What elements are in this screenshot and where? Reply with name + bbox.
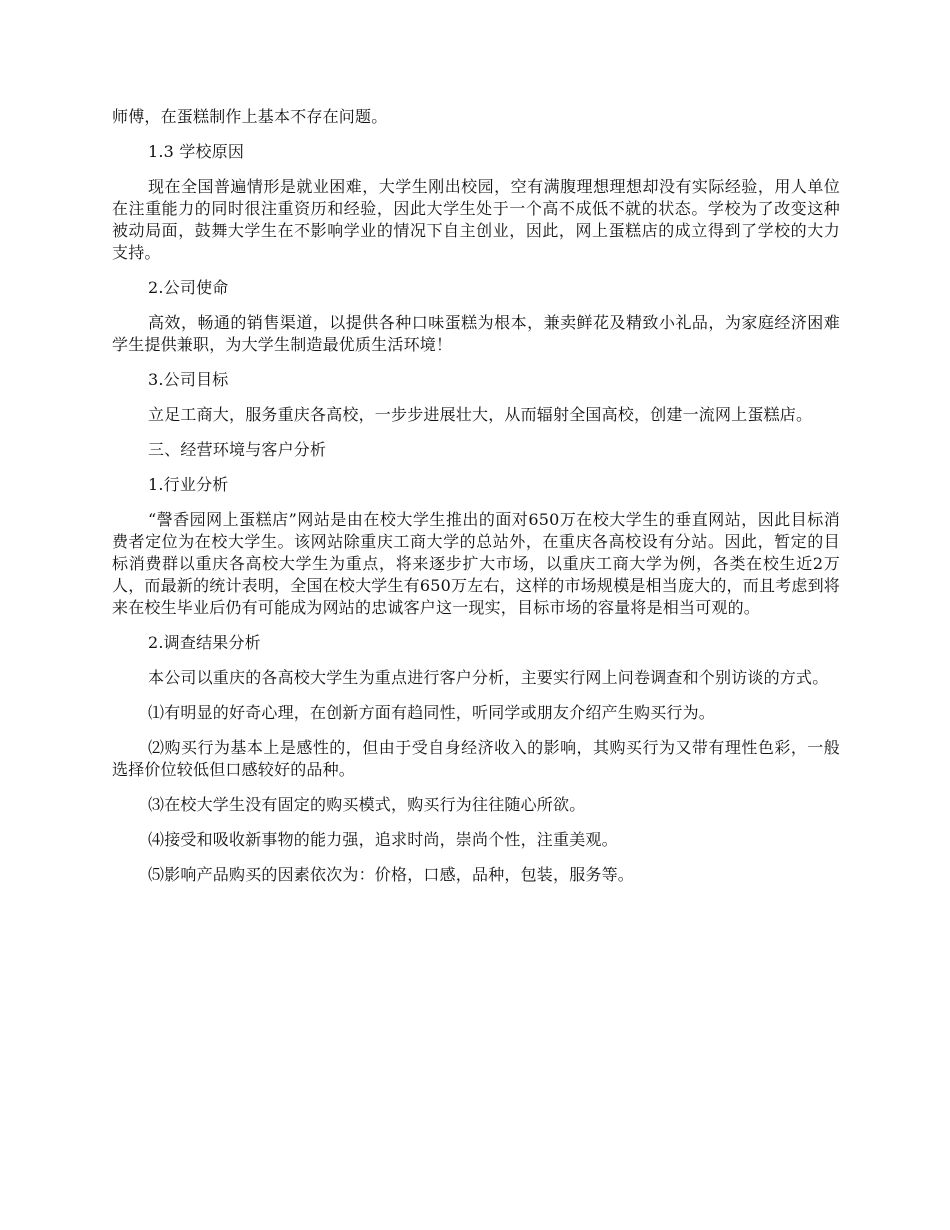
- list-item-survey-5: ⑸影响产品购买的因素依次为：价格，口感，品种，包装，服务等。: [148, 865, 635, 884]
- paragraph-survey-intro: 本公司以重庆的各高校大学生为重点进行客户分析，主要实行网上问卷调查和个别访谈的方式。: [148, 668, 829, 687]
- section-heading-company-mission: 2.公司使命: [148, 278, 229, 297]
- list-item-survey-4: ⑷接受和吸收新事物的能力强，追求时尚，崇尚个性，注重美观。: [148, 830, 618, 849]
- paragraph-school-reason: 现在全国普遍情形是就业困难，大学生刚出校园，空有满腹理想理想却没有实际经验，用人单位在注重能力的同时很注重资历和经验，因此大学生处于一个高不成低不就的状态。学校为了改变这种被动局面，鼓舞大学生在不影响学业的情况下自主创业，因此，网上蛋糕店的成立得到了学校的大力支持。: [112, 177, 840, 262]
- paragraph-company-mission: 高效，畅通的销售渠道，以提供各种口味蛋糕为根本，兼卖鲜花及精致小礼品，为家庭经济困难学生提供兼职，为大学生制造最优质生活环境！: [112, 313, 840, 354]
- paragraph-industry-analysis: “謦香园网上蛋糕店”网站是由在校大学生推出的面对650万在校大学生的垂直网站，因此目标消费者定位为在校大学生。该网站除重庆工商大学的总站外，在重庆各高校设有分站。因此，暂定的目标消费群以重庆各高校大学生为重点，将来逐步扩大市场，以重庆工商大学为例，各类在校生近2万人，而最新的统计表明，全国在校大学生有650万左右，这样的市场规模是相当庞大的，而且考虑到将来在校生毕业后仍有可能成为网站的忠诚客户这一现实，目标市场的容量将是相当可观的。: [112, 510, 840, 617]
- section-heading-company-goal: 3.公司目标: [148, 370, 229, 389]
- section-heading-survey-results: 2.调查结果分析: [148, 633, 261, 652]
- paragraph-continuation: 师傅，在蛋糕制作上基本不存在问题。: [112, 107, 388, 126]
- document-page: [112, 106, 840, 899]
- section-heading-industry-analysis: 1.行业分析: [148, 475, 229, 494]
- list-item-survey-1: ⑴有明显的好奇心理，在创新方面有趋同性，听同学或朋友介绍产生购买行为。: [148, 703, 716, 722]
- list-item-survey-2: ⑵购买行为基本上是感性的，但由于受自身经济收入的影响，其购买行为又带有理性色彩，一般选择价位较低但口感较好的品种。: [112, 738, 840, 779]
- chapter-heading-environment-analysis: 三、经营环境与客户分析: [148, 440, 327, 459]
- paragraph-company-goal: 立足工商大，服务重庆各高校，一步步进展壮大，从而辐射全国高校，创建一流网上蛋糕店。: [148, 405, 813, 424]
- section-heading-school-reason: 1.3 学校原因: [148, 142, 245, 161]
- list-item-survey-3: ⑶在校大学生没有固定的购买模式，购买行为往往随心所欲。: [148, 795, 586, 814]
